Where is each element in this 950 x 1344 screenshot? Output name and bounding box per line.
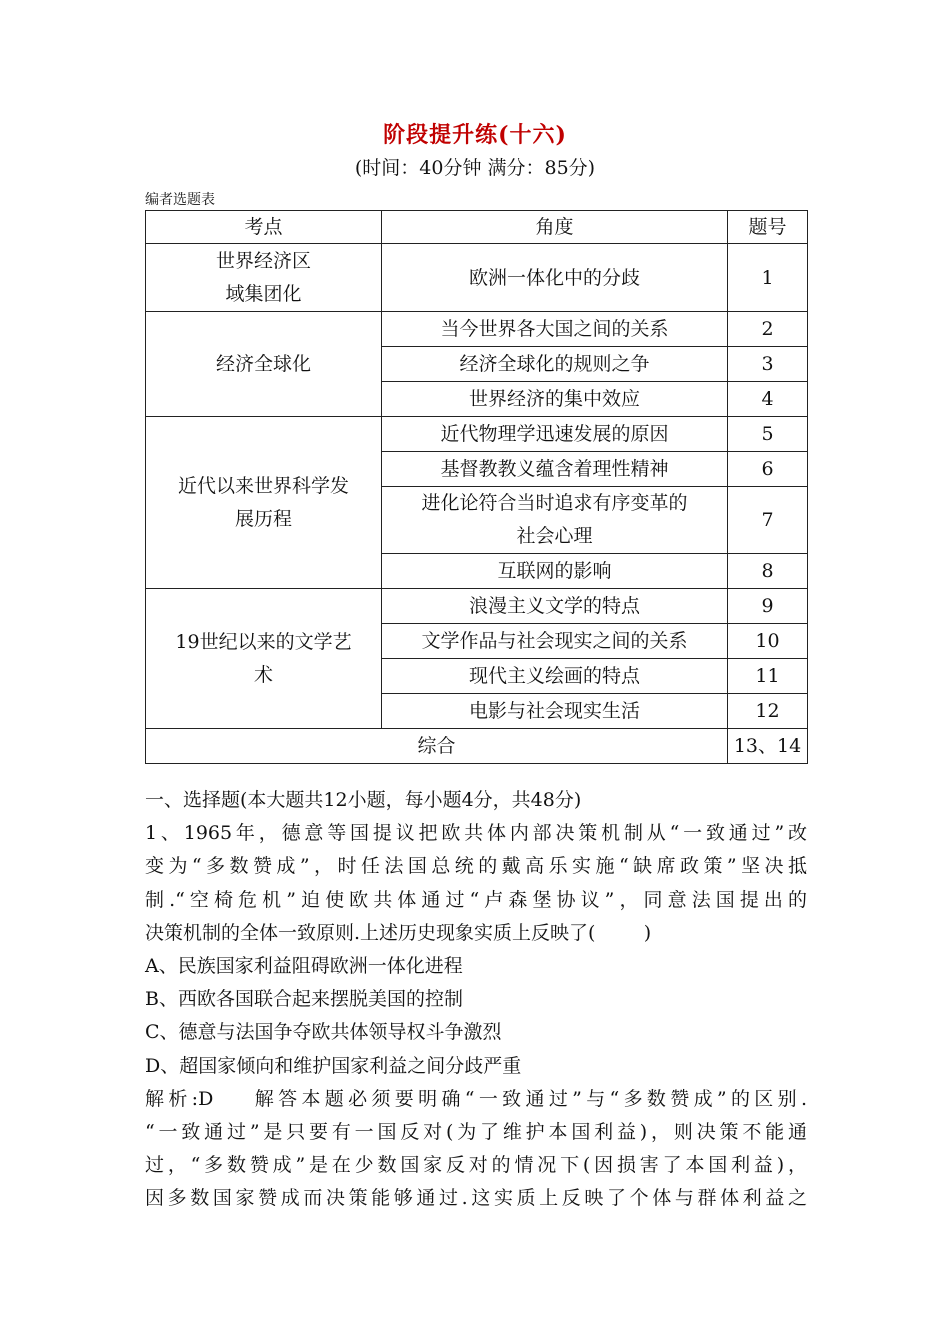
option-b: B、西欧各国联合起来摆脱美国的控制 — [145, 988, 463, 1011]
number-cell: 6 — [728, 452, 808, 487]
topic-line: 域集团化 — [225, 282, 302, 305]
header-topic: 考点 — [146, 211, 382, 244]
angle-cell: 互联网的影响 — [382, 554, 728, 589]
angle-cell: 世界经济的集中效应 — [382, 382, 728, 417]
table-row — [146, 417, 808, 452]
question-stem-line: 变为“多数赞成”，时任法国总统的戴高乐实施“缺席政策”坚决抵 — [145, 855, 807, 878]
topic-cell — [146, 589, 382, 729]
number-cell: 10 — [728, 624, 808, 659]
angle-cell: 基督教教义蕴含着理性精神 — [382, 452, 728, 487]
topic-cell — [146, 244, 382, 312]
table-row — [146, 312, 808, 347]
summary-number: 13、14 — [728, 729, 808, 764]
angle-cell: 当今世界各大国之间的关系 — [382, 312, 728, 347]
angle-cell: 文学作品与社会现实之间的关系 — [382, 624, 728, 659]
analysis-line: 解析:D 解答本题必须要明确“一致通过”与“多数赞成”的区别. — [145, 1087, 807, 1110]
topic-line: 展历程 — [234, 507, 292, 530]
option-c: C、德意与法国争夺欧共体领导权斗争激烈 — [145, 1021, 502, 1044]
summary-row — [146, 729, 808, 764]
topic-line: 世界经济区 — [215, 249, 311, 272]
table-row — [146, 589, 808, 624]
table-caption: 编者选题表 — [145, 192, 215, 208]
section-heading: 一、选择题(本大题共12小题，每小题4分，共48分) — [145, 789, 582, 811]
page-title: 阶段提升练(十六) — [383, 122, 567, 148]
header-number: 题号 — [728, 211, 808, 244]
analysis-line: 因多数国家赞成而决策能够通过.这实质上反映了个体与群体利益之 — [145, 1187, 807, 1210]
number-cell: 11 — [728, 659, 808, 694]
analysis-line: “一致通过”是只要有一国反对(为了维护本国利益)，则决策不能通 — [145, 1121, 807, 1144]
question-content — [145, 784, 807, 1216]
angle-cell: 电影与社会现实生活 — [382, 694, 728, 729]
topic-selection-table — [145, 210, 808, 764]
number-cell: 9 — [728, 589, 808, 624]
angle-cell: 近代物理学迅速发展的原因 — [382, 417, 728, 452]
angle-cell — [382, 487, 728, 554]
header-angle: 角度 — [382, 211, 728, 244]
option-a: A、民族国家利益阻碍欧洲一体化进程 — [145, 955, 463, 978]
number-cell: 5 — [728, 417, 808, 452]
analysis-line: 过，“多数赞成”是在少数国家反对的情况下(因损害了本国利益)， — [145, 1154, 807, 1177]
option-d: D、超国家倾向和维护国家利益之间分歧严重 — [145, 1054, 522, 1077]
question-stem-line: 1、1965年，德意等国提议把欧共体内部决策机制从“一致通过”改 — [145, 822, 807, 845]
number-cell: 1 — [728, 244, 808, 312]
number-cell: 8 — [728, 554, 808, 589]
angle-cell: 现代主义绘画的特点 — [382, 659, 728, 694]
number-cell: 3 — [728, 347, 808, 382]
angle-line: 进化论符合当时追求有序变革的 — [421, 492, 688, 514]
topic-line: 19世纪以来的文学艺 — [175, 630, 352, 653]
angle-cell: 经济全球化的规则之争 — [382, 347, 728, 382]
number-cell: 2 — [728, 312, 808, 347]
topic-line: 近代以来世界科学发 — [177, 474, 349, 497]
summary-label: 综合 — [146, 729, 728, 764]
number-cell: 4 — [728, 382, 808, 417]
topic-cell — [146, 417, 382, 589]
question-stem-line: 制.“空椅危机”迫使欧共体通过“卢森堡协议”，同意法国提出的 — [145, 888, 807, 911]
topic-line: 术 — [253, 663, 273, 686]
table-row — [146, 244, 808, 312]
topic-cell: 经济全球化 — [146, 312, 382, 417]
angle-cell: 欧洲一体化中的分歧 — [382, 244, 728, 312]
number-cell: 7 — [728, 487, 808, 554]
angle-cell: 浪漫主义文学的特点 — [382, 589, 728, 624]
table-header-row — [146, 211, 808, 244]
number-cell: 12 — [728, 694, 808, 729]
page-subtitle: (时间：40分钟 满分：85分) — [354, 157, 596, 179]
angle-line: 社会心理 — [516, 525, 593, 547]
question-stem-line: 决策机制的全体一致原则.上述历史现象实质上反映了( ) — [145, 921, 652, 944]
